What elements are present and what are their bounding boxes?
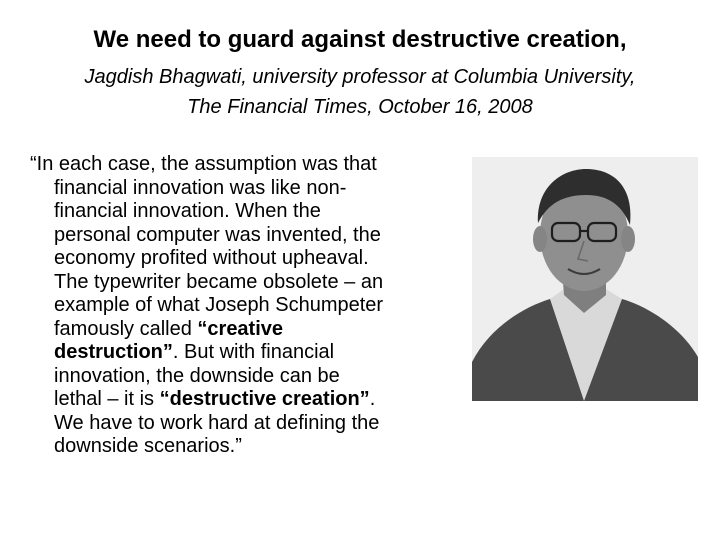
left-ear: [533, 226, 547, 252]
quote-text: . But with financial: [172, 341, 335, 363]
emphasis-destruction: destruction”: [54, 341, 173, 363]
emphasis-destructive-creation: “destructive creation”: [159, 388, 370, 410]
quote-line: [30, 341, 460, 365]
quote-line: “In each case, the assumption was that: [30, 153, 377, 175]
quote-line: innovation, the downside can be: [54, 364, 340, 387]
emphasis-creative: “creative: [197, 317, 284, 340]
quote-line: example of what Joseph Schumpeter: [54, 294, 384, 316]
attribution-line-2: The Financial Times, October 16, 2008: [187, 96, 533, 118]
attribution-line-1: Jagdish Bhagwati, university professor at Columbia University,: [84, 66, 636, 88]
right-ear: [621, 226, 635, 252]
quote-line: personal computer was invented, the: [54, 223, 381, 246]
attribution: [0, 62, 720, 122]
quote-line: We have to work hard at defining the: [54, 411, 380, 434]
quote-line: [30, 388, 460, 412]
portrait-photo-icon: [472, 157, 698, 401]
quote-line: The typewriter became obsolete – an: [54, 270, 384, 293]
quote-line: [30, 318, 460, 342]
quote-line: financial innovation was like non-: [54, 176, 347, 199]
quote-text: .: [369, 388, 376, 410]
slide-title: We need to guard against destructive creation,: [93, 26, 627, 53]
quote-text: lethal – it is: [54, 388, 160, 410]
quote-line: downside scenarios.”: [54, 435, 242, 457]
quote-text: famously called: [54, 317, 198, 340]
quote-block: [30, 153, 460, 459]
quote-line: economy profited without upheaval.: [54, 247, 369, 269]
portrait-photo: [472, 157, 698, 401]
quote-line: financial innovation. When the: [54, 200, 321, 222]
